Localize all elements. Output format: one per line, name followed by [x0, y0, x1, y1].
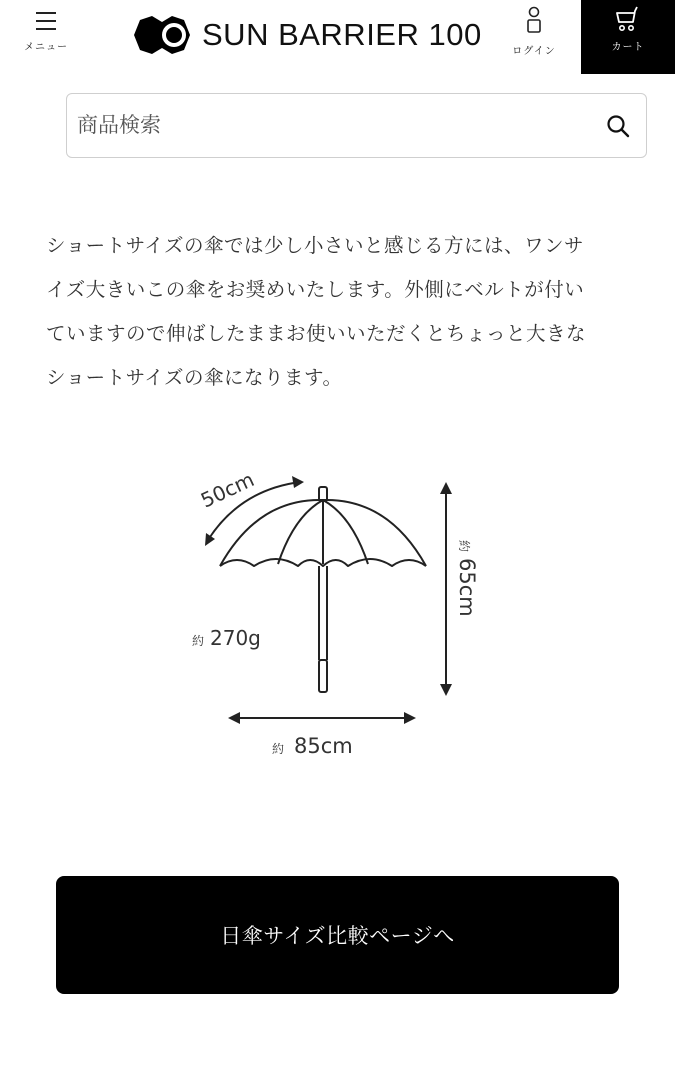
cart-button[interactable] [581, 0, 675, 74]
description-line: ショートサイズの傘になります。 [46, 366, 343, 389]
cart-icon [613, 4, 643, 34]
description-line: ていますので伸ばしたままお使いいただくとちょっと大きな [46, 322, 587, 345]
size-compare-label: 日傘サイズ比較ページへ [220, 924, 455, 948]
cart-label: カート [611, 42, 645, 53]
logo-mark [130, 14, 194, 56]
site-header [0, 0, 675, 74]
umbrella-illustration [220, 487, 426, 692]
width-arrow [228, 712, 416, 724]
umbrella-diagram-svg [150, 440, 530, 780]
length-prefix: 約 [457, 540, 471, 553]
login-label: ログイン [512, 46, 556, 57]
weight-value: 270g [210, 626, 261, 650]
description-line: ショートサイズの傘では少し小さいと感じる方には、ワンサ [46, 234, 585, 257]
weight-prefix: 約 [192, 634, 205, 648]
search-input[interactable] [77, 104, 577, 146]
width-value: 85cm [294, 734, 353, 758]
rib-length-label: 50cm [196, 467, 258, 513]
user-icon [524, 6, 544, 34]
search-icon[interactable] [606, 114, 630, 138]
size-compare-button[interactable] [56, 876, 619, 994]
product-search [66, 93, 647, 158]
menu-button[interactable] [18, 8, 74, 58]
description-line: イズ大きいこの傘をお奨めいたします。外側にベルトが付い [46, 278, 585, 301]
login-button[interactable] [502, 4, 566, 60]
hamburger-icon [35, 10, 57, 32]
length-value: 65cm [455, 558, 479, 617]
length-label-group [455, 540, 479, 617]
length-arrow [440, 482, 452, 696]
width-prefix: 約 [272, 742, 285, 756]
product-description [46, 224, 636, 400]
menu-label: メニュー [24, 42, 68, 53]
logo-text: SUN BARRIER 100 [202, 17, 482, 52]
umbrella-size-diagram [150, 440, 530, 780]
brand-logo[interactable] [130, 12, 482, 58]
